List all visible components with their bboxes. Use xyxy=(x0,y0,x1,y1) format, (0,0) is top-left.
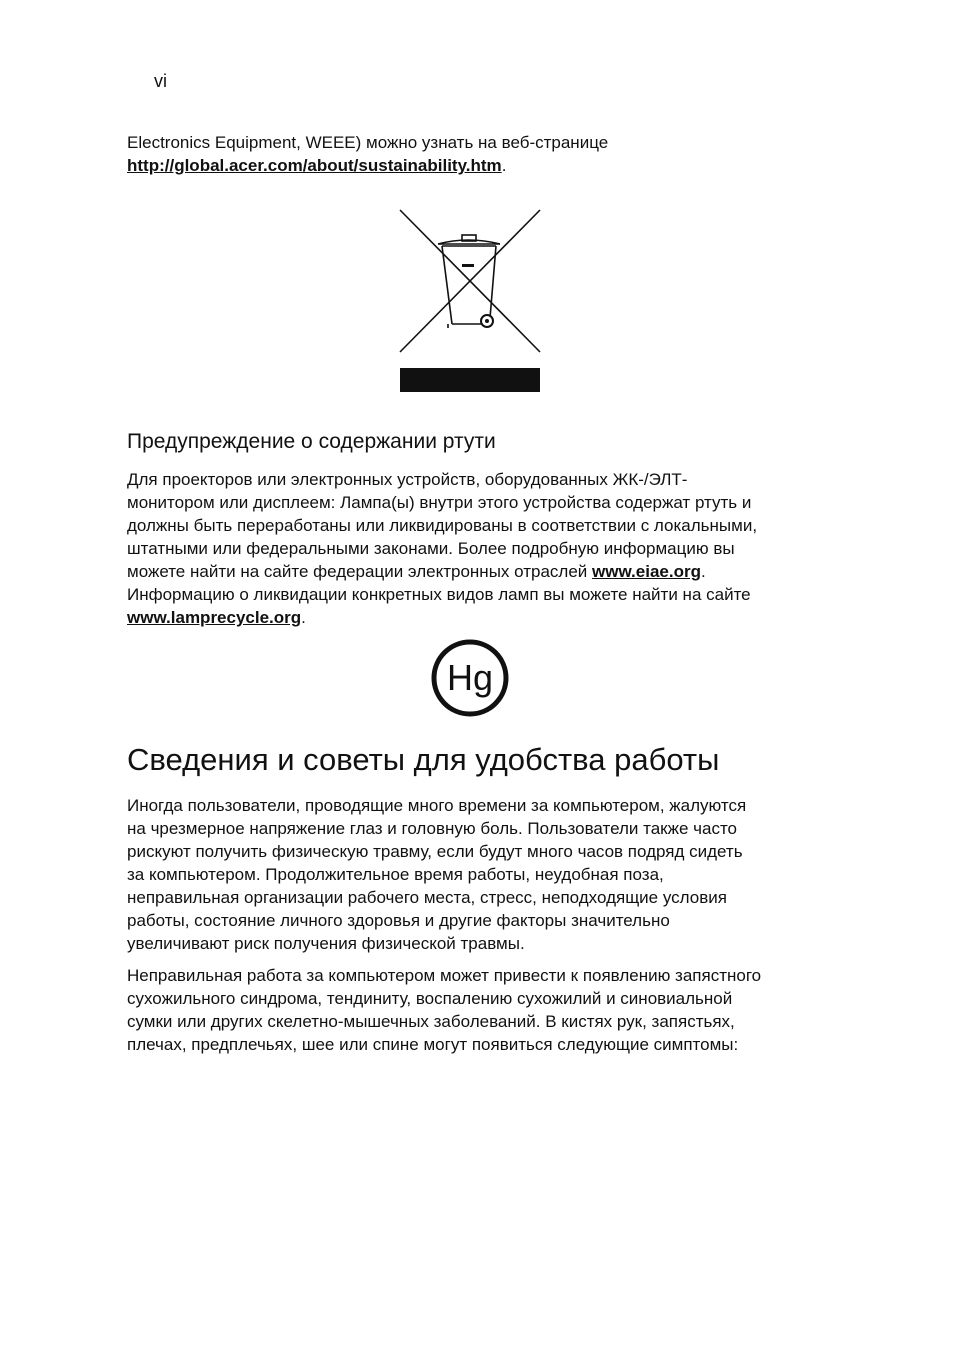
ergonomics-heading: Сведения и советы для удобства работы xyxy=(127,742,720,777)
intro-paragraph xyxy=(127,131,827,177)
ergonomics-line: рискуют получить физическую травму, если будут много часов подряд сидеть xyxy=(127,842,743,861)
mercury-line xyxy=(127,606,827,629)
mercury-line: монитором или дисплеем: Лампа(ы) внутри этого устройства содержат ртуть и xyxy=(127,493,752,512)
mercury-line: Информацию о ликвидации конкретных видов ламп вы можете найти на сайте xyxy=(127,585,751,604)
mercury-line xyxy=(127,560,827,583)
ergonomics-line: сумки или других скелетно-мышечных заболеваний. В кистях рук, запястьях, xyxy=(127,1012,735,1031)
ergonomics-paragraph-1 xyxy=(127,794,827,955)
mercury-line: Для проекторов или электронных устройств, оборудованных ЖК-/ЭЛТ- xyxy=(127,470,688,489)
ergonomics-line: плечах, предплечьях, шее или спине могут появиться следующие симптомы: xyxy=(127,1035,739,1054)
crossed-out-wheelie-bin-icon xyxy=(396,206,544,356)
page-number: vi xyxy=(154,71,167,91)
weee-black-bar xyxy=(400,368,540,392)
mercury-period: . xyxy=(700,562,706,581)
ergonomics-line: увеличивают риск получения физической травмы. xyxy=(127,934,525,953)
mercury-line-text: можете найти на сайте федерации электронных отраслей xyxy=(127,562,593,581)
ergonomics-line: неправильная организации рабочего места, стресс, неподходящие условия xyxy=(127,888,727,907)
intro-line: Electronics Equipment, WEEE) можно узнать на веб-странице xyxy=(127,133,609,152)
sustainability-link[interactable]: http://global.acer.com/about/sustainability.htm xyxy=(127,156,502,175)
mercury-hg-icon xyxy=(430,638,510,718)
ergonomics-line: Иногда пользователи, проводящие много времени за компьютером, жалуются xyxy=(127,796,747,815)
intro-period: . xyxy=(501,156,507,175)
mercury-line: должны быть переработаны или ликвидированы в соответствии с локальными, xyxy=(127,516,758,535)
lamprecycle-link[interactable]: www.lamprecycle.org xyxy=(127,608,302,627)
ergonomics-line: сухожильного синдрома, тендиниту, воспалению сухожилий и синовиальной xyxy=(127,989,733,1008)
mercury-warning-paragraph xyxy=(127,468,827,629)
ergonomics-paragraph-2 xyxy=(127,964,827,1056)
intro-link-line xyxy=(127,154,827,177)
eiae-link[interactable]: www.eiae.org xyxy=(592,562,701,581)
mercury-warning-heading: Предупреждение о содержании ртути xyxy=(127,430,496,453)
ergonomics-line: работы, состояние личного здоровья и другие факторы значительно xyxy=(127,911,670,930)
hg-symbol: Hg xyxy=(446,657,494,698)
ergonomics-line: на чрезмерное напряжение глаз и головную боль. Пользователи также часто xyxy=(127,819,738,838)
ergonomics-line: за компьютером. Продолжительное время работы, неудобная поза, xyxy=(127,865,664,884)
ergonomics-line: Неправильная работа за компьютером может привести к появлению запястного xyxy=(127,966,762,985)
mercury-line: штатными или федеральными законами. Более подробную информацию вы xyxy=(127,539,735,558)
mercury-period: . xyxy=(301,608,306,627)
